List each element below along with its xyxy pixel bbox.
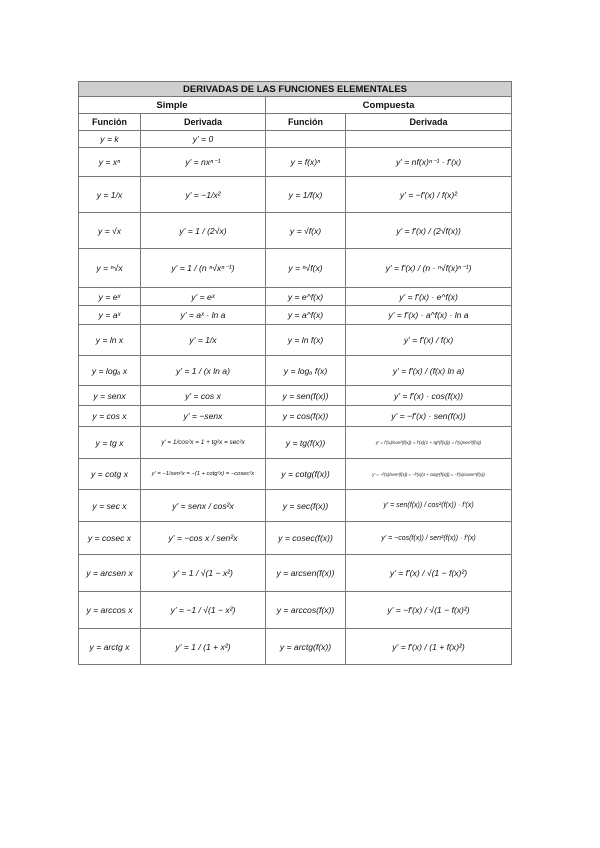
compound-function: y = arccos(f(x)) xyxy=(266,592,346,629)
simple-derivative: y' = senx / cos²x xyxy=(141,490,266,522)
table-row xyxy=(79,555,512,592)
compound-derivative: y' = nf(x)ⁿ⁻¹ · f'(x) xyxy=(346,148,512,177)
simple-derivative: y' = eˣ xyxy=(141,288,266,306)
table-row xyxy=(79,592,512,629)
col-derivative-compound: Derivada xyxy=(346,114,512,131)
table-title: DERIVADAS DE LAS FUNCIONES ELEMENTALES xyxy=(79,82,512,97)
compound-derivative: y' = f'(x) / (2√f(x)) xyxy=(346,213,512,249)
table-row xyxy=(79,522,512,555)
simple-function: y = xⁿ xyxy=(79,148,141,177)
compound-function: y = ln f(x) xyxy=(266,325,346,356)
table-row xyxy=(79,177,512,213)
simple-derivative: y' = 1/x xyxy=(141,325,266,356)
simple-derivative: y' = 0 xyxy=(141,131,266,148)
simple-derivative: y' = −senx xyxy=(141,406,266,427)
compound-derivative: y' = f'(x) / (f(x) ln a) xyxy=(346,356,512,386)
simple-function: y = cotg x xyxy=(79,459,141,490)
simple-function: y = eˣ xyxy=(79,288,141,306)
compound-derivative: y' = −f'(x) / f(x)² xyxy=(346,177,512,213)
simple-function: y = arccos x xyxy=(79,592,141,629)
compound-function: y = ⁿ√f(x) xyxy=(266,249,346,288)
compound-function: y = f(x)ⁿ xyxy=(266,148,346,177)
table-row xyxy=(79,490,512,522)
compound-function: y = arcsen(f(x)) xyxy=(266,555,346,592)
compound-derivative: y' = f'(x) · e^f(x) xyxy=(346,288,512,306)
table-row xyxy=(79,131,512,148)
table-row xyxy=(79,325,512,356)
simple-derivative: y' = 1 / (n ⁿ√xⁿ⁻¹) xyxy=(141,249,266,288)
simple-derivative: y' = −1/sen²x = −(1 + cotg²x) = −cosec²x xyxy=(141,459,266,490)
simple-derivative: y' = 1 / (2√x) xyxy=(141,213,266,249)
simple-function: y = cosec x xyxy=(79,522,141,555)
compound-derivative: y' = f'(x)/cos²(f(x)) = f'(x)(1 + tg²(f(x))) = f'(x)sec²(f(x)) xyxy=(346,427,512,459)
col-derivative-simple: Derivada xyxy=(141,114,266,131)
compound-derivative: y' = sen(f(x)) / cos²(f(x)) · f'(x) xyxy=(346,490,512,522)
col-function-compound: Función xyxy=(266,114,346,131)
compound-function: y = cos(f(x)) xyxy=(266,406,346,427)
compound-derivative: y' = −f'(x) · sen(f(x)) xyxy=(346,406,512,427)
compound-function: y = tg(f(x)) xyxy=(266,427,346,459)
table-row xyxy=(79,629,512,665)
compound-derivative: y' = −f'(x) / √(1 − f(x)²) xyxy=(346,592,512,629)
simple-function: y = √x xyxy=(79,213,141,249)
group-compound: Compuesta xyxy=(266,97,512,114)
compound-function: y = 1/f(x) xyxy=(266,177,346,213)
table-row xyxy=(79,306,512,325)
compound-function: y = logₐ f(x) xyxy=(266,356,346,386)
simple-function: y = cos x xyxy=(79,406,141,427)
compound-function: y = √f(x) xyxy=(266,213,346,249)
compound-derivative: y' = f'(x) / √(1 − f(x)²) xyxy=(346,555,512,592)
simple-derivative: y' = 1 / √(1 − x²) xyxy=(141,555,266,592)
compound-function: y = e^f(x) xyxy=(266,288,346,306)
compound-function: y = cosec(f(x)) xyxy=(266,522,346,555)
compound-derivative: y' = −cos(f(x)) / sen²(f(x)) · f'(x) xyxy=(346,522,512,555)
simple-derivative: y' = 1/cos²x = 1 + tg²x = sec²x xyxy=(141,427,266,459)
simple-function: y = k xyxy=(79,131,141,148)
simple-derivative: y' = −1 / √(1 − x²) xyxy=(141,592,266,629)
compound-function: y = sec(f(x)) xyxy=(266,490,346,522)
simple-function: y = arcsen x xyxy=(79,555,141,592)
simple-derivative: y' = aˣ · ln a xyxy=(141,306,266,325)
simple-function: y = 1/x xyxy=(79,177,141,213)
compound-function: y = arctg(f(x)) xyxy=(266,629,346,665)
simple-derivative: y' = nxⁿ⁻¹ xyxy=(141,148,266,177)
simple-function: y = sec x xyxy=(79,490,141,522)
compound-function: y = cotg(f(x)) xyxy=(266,459,346,490)
simple-derivative: y' = −cos x / sen²x xyxy=(141,522,266,555)
simple-function: y = ⁿ√x xyxy=(79,249,141,288)
compound-function xyxy=(266,131,346,148)
table-row xyxy=(79,148,512,177)
simple-derivative: y' = 1 / (1 + x²) xyxy=(141,629,266,665)
simple-function: y = arctg x xyxy=(79,629,141,665)
compound-function: y = a^f(x) xyxy=(266,306,346,325)
simple-derivative: y' = cos x xyxy=(141,386,266,406)
simple-function: y = ln x xyxy=(79,325,141,356)
table-row xyxy=(79,356,512,386)
compound-function: y = sen(f(x)) xyxy=(266,386,346,406)
simple-function: y = senx xyxy=(79,386,141,406)
col-function-simple: Función xyxy=(79,114,141,131)
table-row xyxy=(79,386,512,406)
simple-function: y = logₐ x xyxy=(79,356,141,386)
simple-derivative: y' = −1/x² xyxy=(141,177,266,213)
table-row xyxy=(79,213,512,249)
table-row xyxy=(79,427,512,459)
derivatives-table xyxy=(78,81,512,665)
simple-function: y = aˣ xyxy=(79,306,141,325)
compound-derivative: y' = f'(x) / (1 + f(x)²) xyxy=(346,629,512,665)
compound-derivative: y' = f'(x) · cos(f(x)) xyxy=(346,386,512,406)
table-row xyxy=(79,459,512,490)
table-row xyxy=(79,406,512,427)
simple-derivative: y' = 1 / (x ln a) xyxy=(141,356,266,386)
compound-derivative: y' = −f'(x)/sen²(f(x)) = −f'(x)(1 + cotg²(f(x))) = −f'(x)cosec²(f(x)) xyxy=(346,459,512,490)
compound-derivative: y' = f'(x) · a^f(x) · ln a xyxy=(346,306,512,325)
table-row xyxy=(79,288,512,306)
compound-derivative: y' = f'(x) / (n · ⁿ√f(x)ⁿ⁻¹) xyxy=(346,249,512,288)
compound-derivative xyxy=(346,131,512,148)
group-simple: Simple xyxy=(79,97,266,114)
table-row xyxy=(79,249,512,288)
compound-derivative: y' = f'(x) / f(x) xyxy=(346,325,512,356)
simple-function: y = tg x xyxy=(79,427,141,459)
